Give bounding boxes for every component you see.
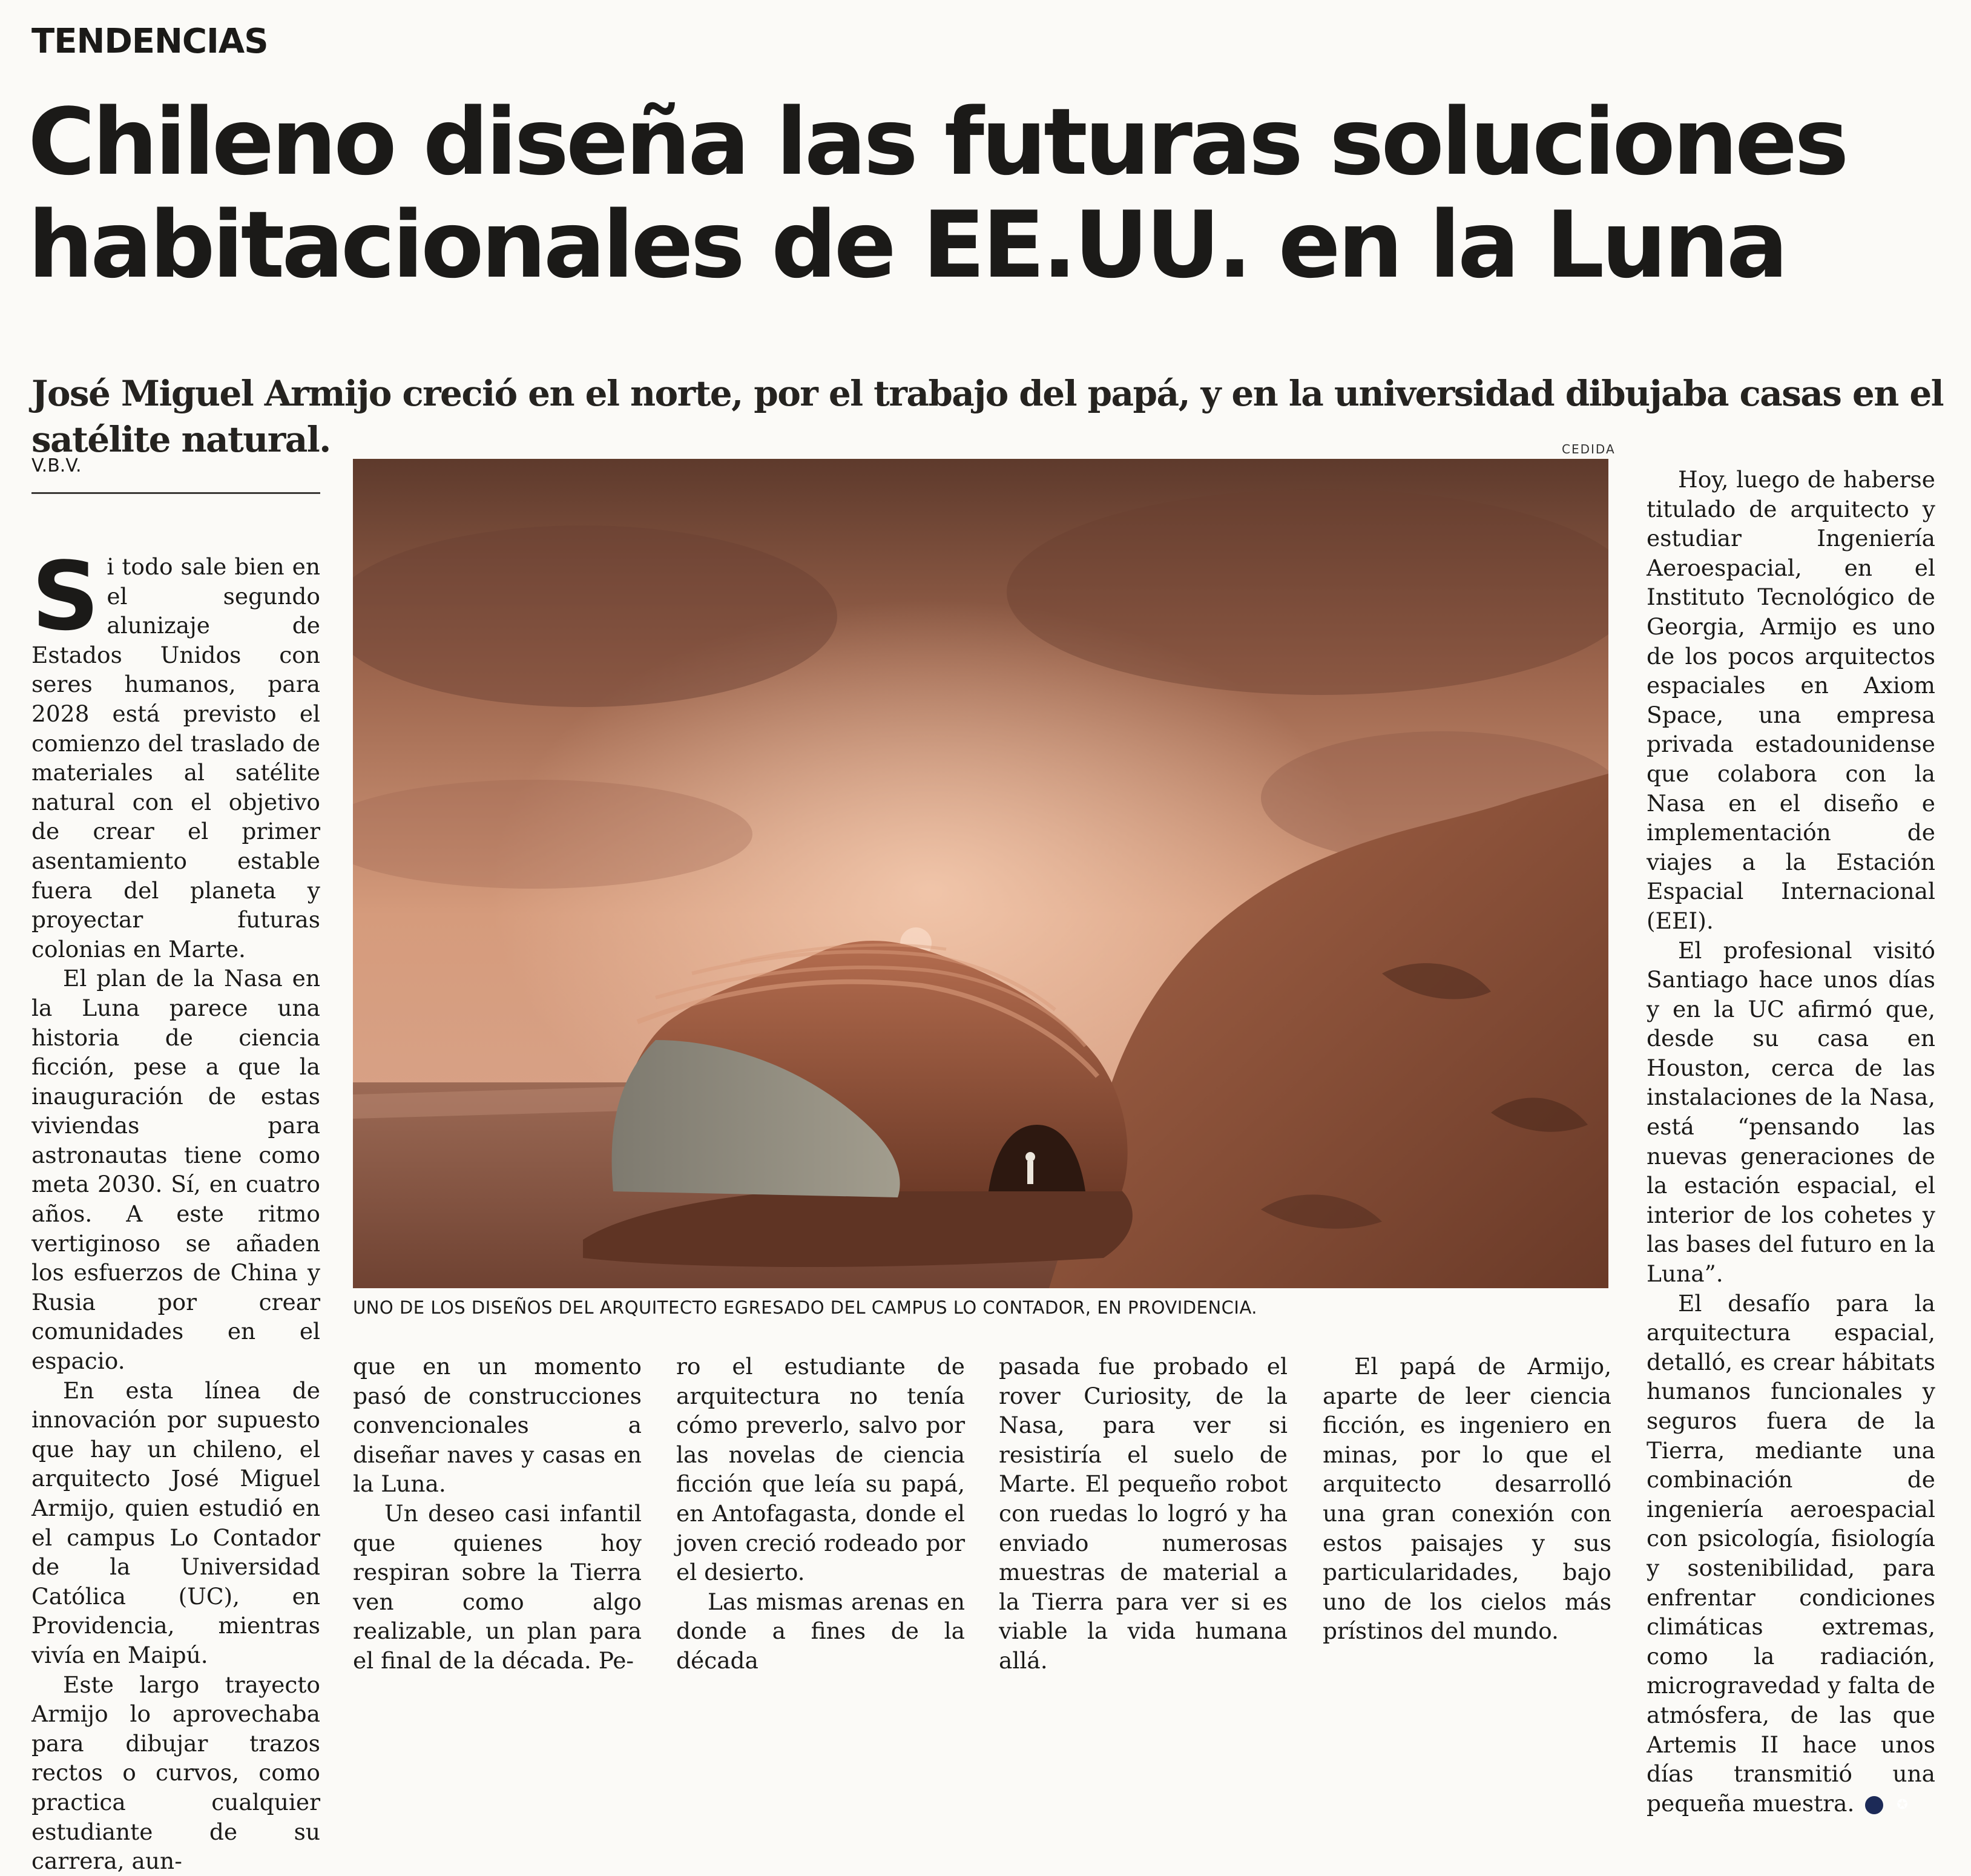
photo-credit: CEDIDA (1562, 442, 1616, 456)
star-circle-icon: ✪ (1865, 1796, 1883, 1814)
article-column-2 (353, 1352, 642, 1676)
paragraph (1647, 1289, 1935, 1818)
paragraph: i todo sale bien en el segundo alunizaje de Estados Unidos con seres humanos, para 2028 está previsto el comienzo del traslado de materiales al satélite natural con el objetivo de crear el primer asentamiento estable fuera del planeta y proyectar futuras colonias en Marte. (31, 553, 320, 963)
paragraph: En esta línea de innovación por supuesto que hay un chileno, el arquitecto José Miguel Armijo, quien estudió en el campus Lo Contador de la Universidad Católica (UC), en Providencia, mientras vivía en Maipú. (31, 1377, 320, 1668)
article-column-6 (1647, 465, 1935, 1818)
drop-cap: S (31, 541, 100, 651)
moon-habitat-illustration (353, 459, 1608, 1288)
paragraph: El plan de la Nasa en la Luna parece una historia de ciencia ficción, pese a que la inauguración de estas viviendas para astronautas tiene como meta 2030. Sí, en cuatro años. A este ritmo vertiginoso se añaden los esfuerzos de China y Rusia por crear comunidades en el espacio. (31, 965, 320, 1375)
paragraph-text: El desafío para la arquitectura espacial, detalló, es crear hábitats humanos funcionales y seguros fuera de la Tierra, mediante una combinación de ingeniería aeroespacial con psicología, fisiología y sostenibilidad, para enfrentar condiciones climáticas extremas, como la radiación, microgravedad y falta de atmósfera, de las que Artemis II hace unos días transmitió una pequeña muestra. (1647, 1289, 1935, 1817)
article-photo (353, 459, 1608, 1288)
paragraph: El profesional visitó Santiago hace unos días y en la UC afirmó que, desde su casa en Houston, cerca de las instalaciones de la Nasa, está “pensando las nuevas generaciones de la estación espacial, el interior de los cohetes y las bases del futuro en la Luna”. (1647, 936, 1935, 1288)
paragraph: pasada fue probado el rover Curiosity, de la Nasa, para ver si resistiría el suelo de Marte. El pequeño robot con ruedas lo logró y ha enviado numerosas muestras de material a la Tierra para ver si es viable la vida humana allá. (999, 1353, 1288, 1674)
paragraph: El papá de Armijo, aparte de leer ciencia ficción, es ingeniero en minas, por lo que el arquitecto desarrolló una gran conexión con estos paisajes y sus particularidades, bajo uno de los cielos más prístinos del mundo. (1323, 1353, 1611, 1645)
section-label: TENDENCIAS (31, 22, 268, 61)
paragraph: Este largo trayecto Armijo lo aprovechaba para dibujar trazos rectos o curvos, como practica cualquier estudiante de su carrera, aun- (31, 1671, 320, 1875)
paragraph: que en un momento pasó de construcciones convencionales a diseñar naves y casas en la Luna. (353, 1353, 642, 1498)
paragraph: Hoy, luego de haberse titulado de arquitecto y estudiar Ingeniería Aeroespacial, en el Instituto Tecnológico de Georgia, Armijo es uno de los pocos arquitectos espaciales en Axiom Space, una empresa privada estadounidense que colabora con la Nasa en el diseño e implementación de viajes a la Estación Espacial Internacional (EEI). (1647, 466, 1935, 934)
article-column-4 (999, 1352, 1288, 1676)
paragraph: Un deseo casi infantil que quienes hoy respiran sobre la Tierra ven como algo realizable, un plan para el final de la década. Pe- (353, 1499, 642, 1674)
paragraph: ro el estudiante de arquitectura no tenía cómo preverlo, salvo por las novelas de ciencia ficción que leía su papá, en Antofagasta, donde el joven creció rodeado por el desierto. (676, 1353, 965, 1586)
article-column-3 (676, 1352, 965, 1676)
deck-subtitle: José Miguel Armijo creció en el norte, por el trabajo del papá, y en la universidad dibujaba casas en el satélite natural. (31, 373, 1944, 460)
article-column-5 (1323, 1352, 1611, 1646)
byline-divider (31, 492, 320, 494)
photo-caption: UNO DE LOS DISEÑOS DEL ARQUITECTO EGRESADO DEL CAMPUS LO CONTADOR, EN PROVIDENCIA. (353, 1297, 1258, 1318)
article-column-1 (31, 541, 320, 1876)
paragraph: Las mismas arenas en donde a fines de la década (676, 1588, 965, 1674)
headline: Chileno diseña las futuras soluciones habitacionales de EE.UU. en la Luna (28, 88, 1846, 298)
byline: V.B.V. (31, 455, 82, 476)
